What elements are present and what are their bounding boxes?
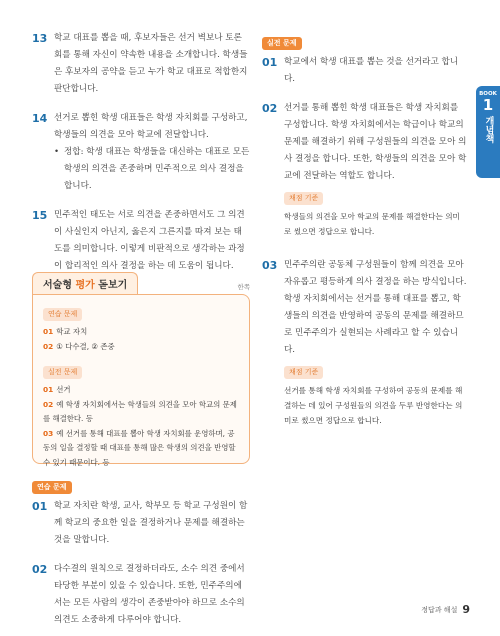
descriptive-eval-box <box>32 274 250 467</box>
answer-item-15 <box>32 207 250 275</box>
book-type-label: 개념책 <box>483 116 494 143</box>
item-number: 02 <box>32 563 48 576</box>
item-text: 다수결의 원칙으로 결정하더라도, 소수 의견 중에서 타당한 부분이 있을 수 있습니다. 또한, 민주주의에서는 모든 사람의 생각이 존중받아야 하므로 소수의 의견도 소중하게 다루어야 합니다. <box>54 564 245 625</box>
item-text: 민주적인 태도는 서로 의견을 존중하면서도 그 의견이 사실인지 아닌지, 옳은지 그른지를 따져 보는 태도를 의미합니다. 이렇게 비판적으로 생각하는 과정이 합리적인 의사 결정을 하는 데 도움이 됩니다. <box>54 210 245 271</box>
box-body <box>32 294 250 467</box>
bullet-point <box>54 144 250 195</box>
lower-item-01 <box>32 498 250 549</box>
answer-item-14 <box>32 110 250 195</box>
box-line: 02 ① 다수결, ② 존중 <box>43 341 115 351</box>
item-number: 03 <box>262 259 278 272</box>
item-number: 01 <box>32 500 48 513</box>
criteria-text: 학생들의 의견을 모아 학교의 문제를 해결한다는 의미로 썼으면 정답으로 합니다. <box>284 212 460 236</box>
item-number: 15 <box>32 209 48 222</box>
box-line: 01 선거 <box>43 385 71 394</box>
criteria-text: 선거를 통해 학생 자치회를 구성하여 공동의 문제를 해결하는 데 있어 구성원들의 의견을 두루 반영한다는 의미로 썼으면 정답으로 합니다. <box>284 386 463 425</box>
practice-tag: 연습 문제 <box>32 481 72 494</box>
practice-tag: 연습 문제 <box>43 308 82 321</box>
item-text: 학교 대표를 뽑을 때, 후보자들은 선거 벽보나 토론회를 통해 자신이 약속한 내용을 소개합니다. 학생들은 후보자의 공약을 듣고 누가 학교 대표로 적합한지 판단합니다. <box>54 33 248 94</box>
answer-item-13 <box>32 30 250 98</box>
bullet-icon: • <box>54 147 60 157</box>
item-text: 선거로 뽑힌 학생 대표들은 학생 자치회를 구성하고, 학생들의 의견을 모아 학교에 전달합니다. <box>54 113 248 140</box>
item-text: 학교에서 학생 대표를 뽑는 것을 선거라고 합니다. <box>284 57 459 84</box>
book-number: 1 <box>482 96 494 114</box>
footer-label: 정답과 해설 <box>421 605 458 614</box>
item-number: 02 <box>262 102 278 115</box>
page-footer <box>421 603 470 616</box>
right-item-02 <box>262 100 467 245</box>
left-column <box>32 30 250 287</box>
item-text: 선거를 통해 뽑힌 학생 대표들은 학생 자치회를 구성합니다. 학생 자치회에서는 학급이나 학교의 문제를 해결하기 위해 구성원들의 의견을 모아 의사 결정을 합니다. 또한, 학생들의 의견을 모아 학교에 전달하는 역할도 합니다. <box>284 103 467 181</box>
real-tag: 실전 문제 <box>262 37 302 50</box>
right-item-03 <box>262 257 467 434</box>
book-side-tab[interactable] <box>476 86 500 178</box>
page-number: 9 <box>462 603 470 616</box>
lower-item-02 <box>32 561 250 629</box>
item-text: 민주주의란 공동체 구성원들이 함께 의견을 모아 자유롭고 평등하게 의사 결정을 하는 방식입니다. 학생 자치회에서는 선거를 통해 대표를 뽑고, 학생들의 의견을 반영하여 공동의 문제를 해결하므로 민주주의가 실현되는 사례라고 할 수 있습니다. <box>284 260 467 355</box>
lower-left-section <box>32 474 250 636</box>
book-label: BOOK <box>479 91 497 97</box>
box-header <box>32 274 250 294</box>
box-line: 01 학교 자치 <box>43 327 88 336</box>
bullet-text: 정합: 학생 대표는 학생들을 대신하는 대표로 모든 학생의 의견을 존중하며 민주적으로 의사 결정을 합니다. <box>64 147 250 191</box>
right-item-01 <box>262 54 467 88</box>
box-line: 03 예 선거를 통해 대표를 뽑아 학생 자치회를 운영하며, 공동의 일을 결정할 때 대표를 통해 많은 학생의 의견을 반영할 수 있기 때문이다. 등 <box>43 428 236 467</box>
box-title: 서술형 평가 돋보기 <box>32 272 138 294</box>
criteria-tag: 채점 기준 <box>284 366 323 379</box>
item-text: 학교 자치란 학생, 교사, 학부모 등 학교 구성원이 함께 학교의 중요한 일을 결정하거나 문제를 해결하는 것을 말합니다. <box>54 501 248 545</box>
box-note: 한쪽 <box>237 283 250 291</box>
item-number: 01 <box>262 56 278 69</box>
right-column <box>262 30 467 446</box>
item-number: 14 <box>32 112 48 125</box>
criteria-tag: 채점 기준 <box>284 192 323 205</box>
box-line: 02 예 학생 자치회에서는 학생들의 의견을 모아 학교의 문제를 해결한다. 등 <box>43 399 237 423</box>
item-number: 13 <box>32 32 48 45</box>
real-tag: 실전 문제 <box>43 366 82 379</box>
